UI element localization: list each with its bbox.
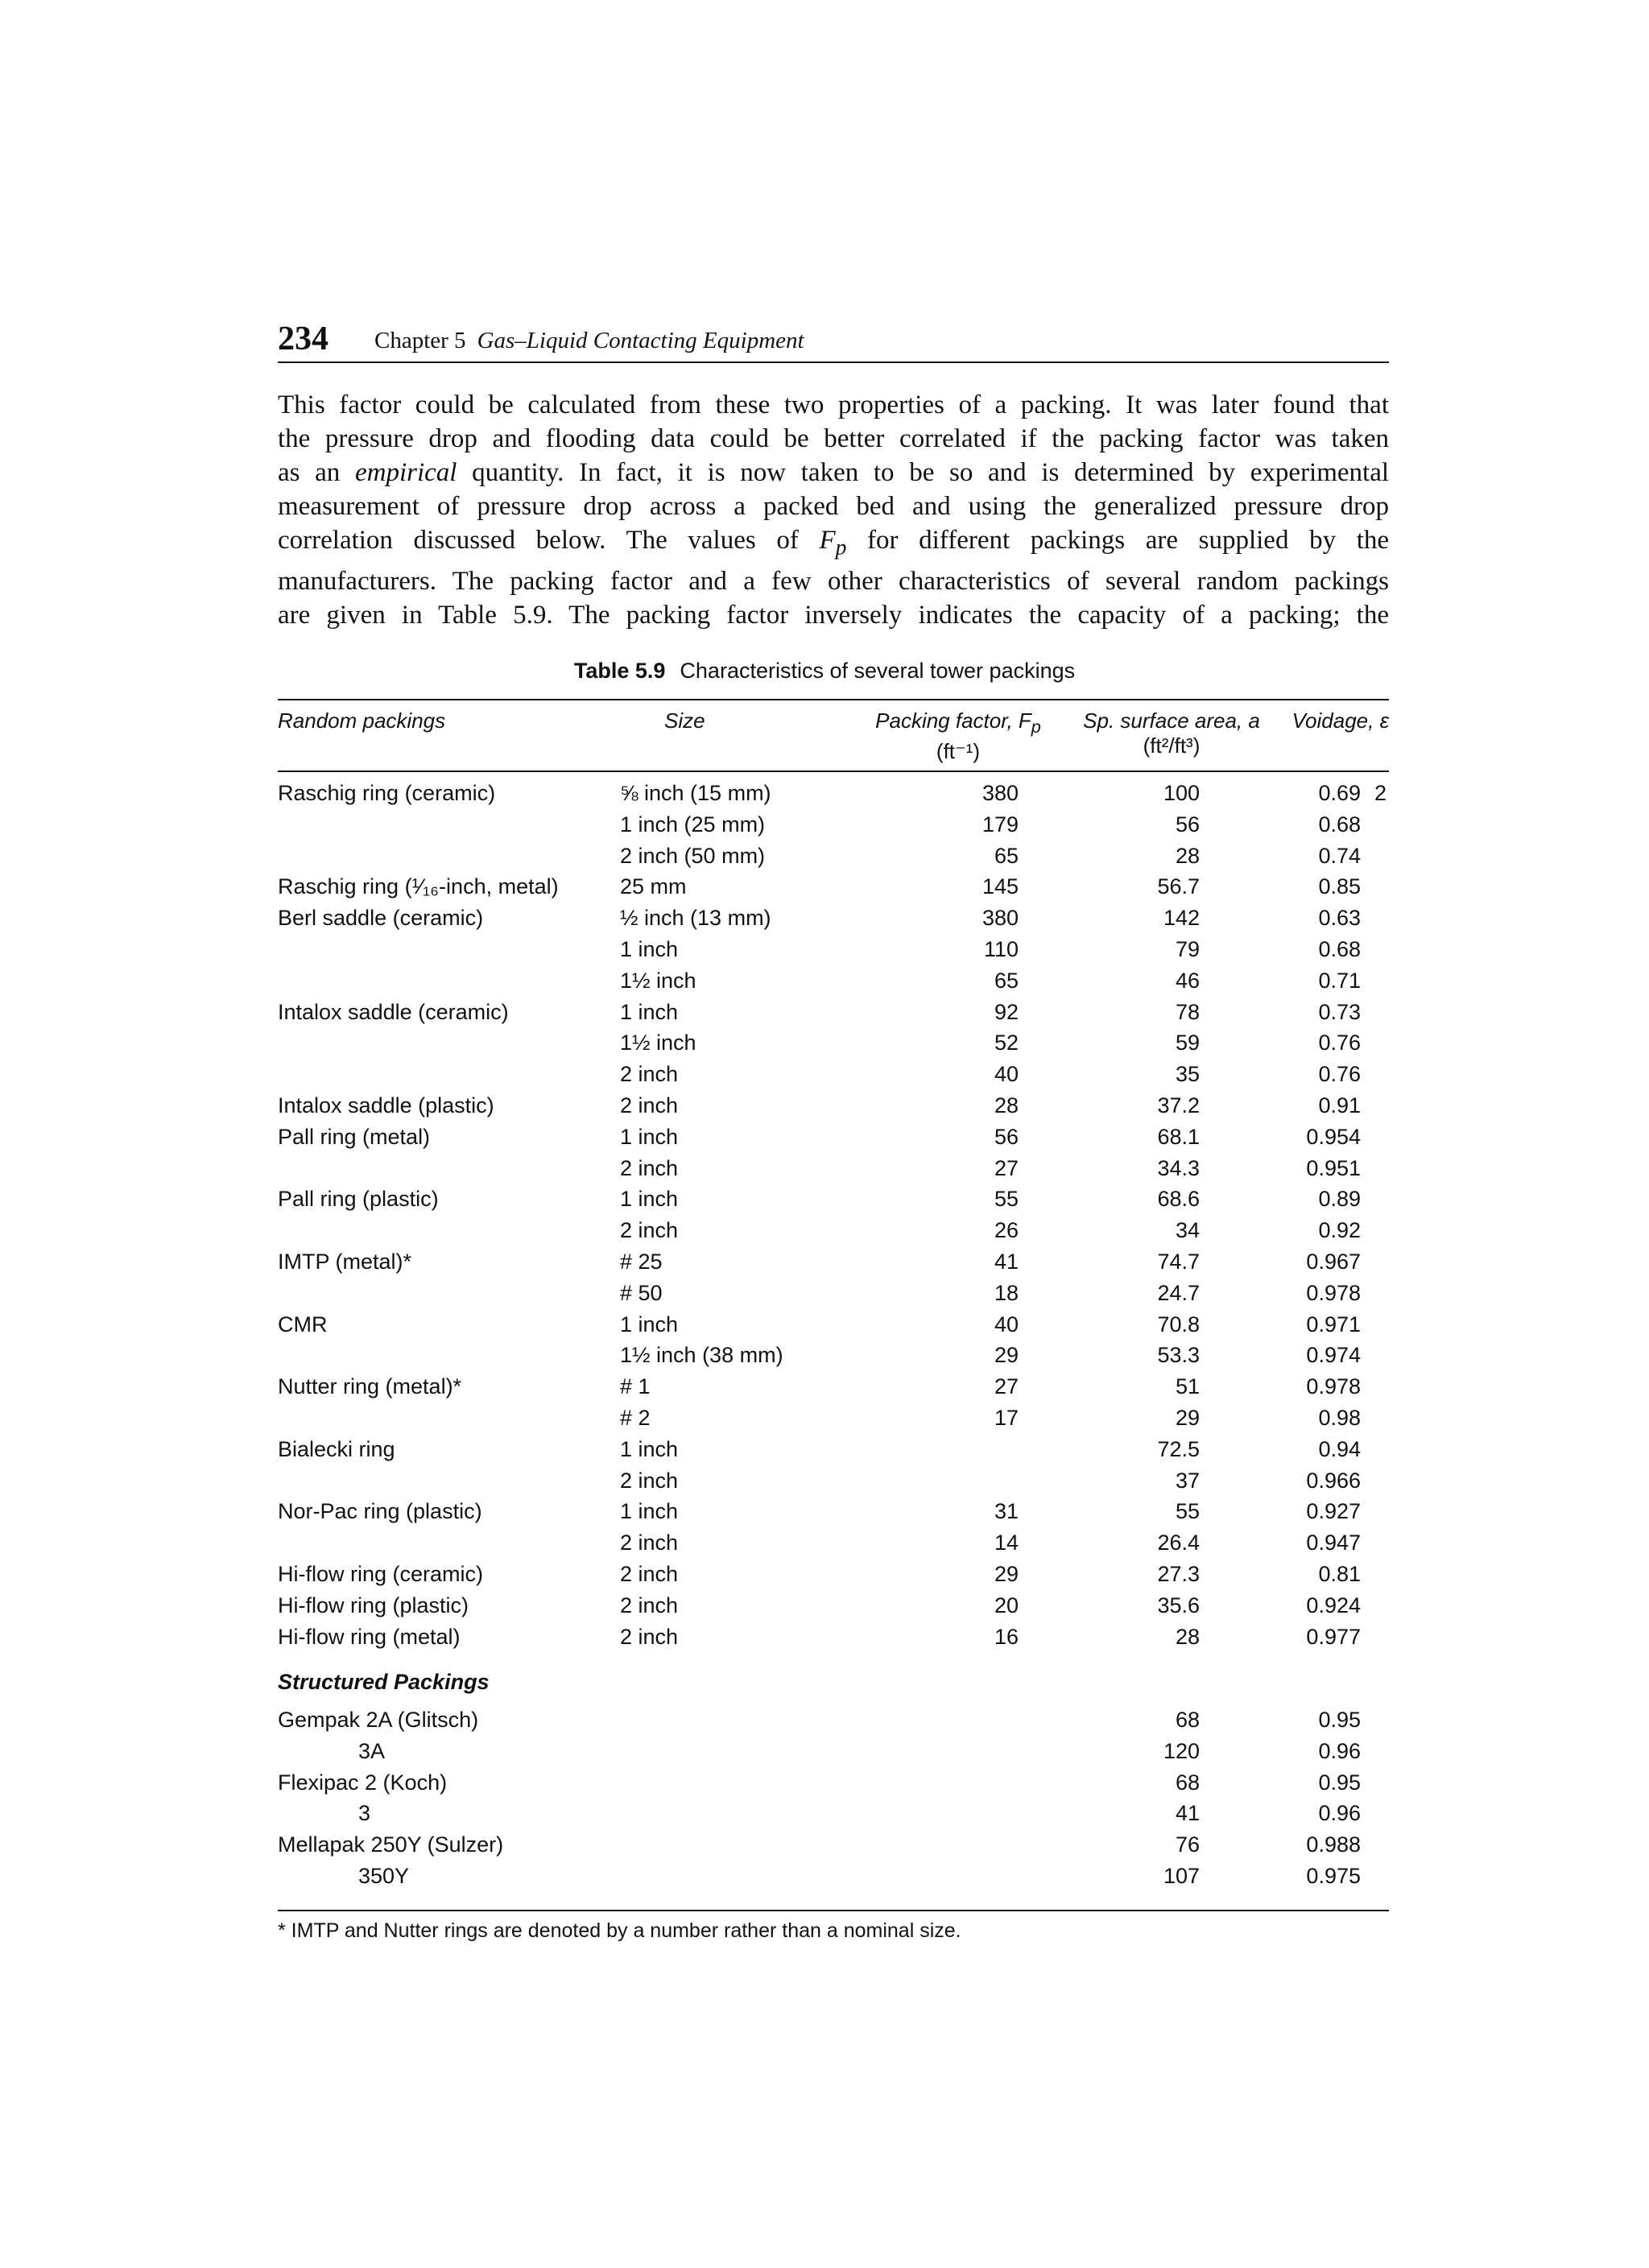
table-row: [278, 965, 1405, 997]
voidage-cell: 0.76: [1318, 1062, 1361, 1087]
surface-area-cell: 37: [1175, 1468, 1200, 1493]
header-surface-area: [1067, 708, 1276, 758]
surface-area-cell: 28: [1175, 1624, 1200, 1649]
voidage-cell: 0.978: [1306, 1280, 1361, 1305]
voidage-cell: 0.947: [1306, 1531, 1361, 1555]
voidage-cell: 0.68: [1318, 937, 1361, 961]
header-packing-factor: [870, 708, 1047, 764]
table-row: [278, 871, 1405, 903]
paragraph-line: are given in Table 5.9. The packing factor inversely indicates the capacity of a packing; the: [278, 600, 1389, 630]
packing-name-cell: Nor-Pac ring (plastic): [278, 1499, 482, 1524]
table-row: [278, 1340, 1405, 1371]
body-paragraph: [278, 388, 1389, 632]
table-row: [278, 1590, 1405, 1621]
table-bottom-rule: [278, 1910, 1389, 1911]
size-cell: 1 inch: [620, 1312, 679, 1336]
surface-area-cell: 46: [1175, 968, 1200, 993]
packing-factor-cell: 29: [994, 1562, 1019, 1586]
size-cell: 1 inch: [620, 1124, 679, 1149]
packing-factor-cell: 26: [994, 1218, 1019, 1243]
table-row: [278, 1496, 1405, 1527]
packing-factor-cell: 17: [994, 1406, 1019, 1430]
voidage-cell: 0.95: [1318, 1770, 1361, 1795]
size-cell: 1½ inch (38 mm): [620, 1343, 783, 1368]
size-cell: 2 inch (50 mm): [620, 843, 766, 868]
packing-factor-cell: 65: [994, 968, 1019, 993]
voidage-cell: 0.94: [1318, 1436, 1361, 1461]
voidage-cell: 0.85: [1318, 874, 1361, 899]
table-header-rule: [278, 770, 1389, 772]
table-row: [278, 1527, 1405, 1559]
table-footnote: * IMTP and Nutter rings are denoted by a number rather than a nominal size.: [278, 1919, 961, 1942]
packing-name-cell: Raschig ring (¹⁄₁₆-inch, metal): [278, 874, 559, 899]
table-row: [278, 809, 1405, 841]
paragraph-text: as an: [278, 458, 341, 487]
voidage-cell: 0.951: [1306, 1155, 1361, 1180]
table-caption: [0, 657, 1649, 684]
packing-factor-cell: 27: [994, 1374, 1019, 1399]
paragraph-line: [278, 523, 1389, 564]
surface-area-cell: 107: [1163, 1864, 1200, 1888]
voidage-cell: 0.68: [1318, 812, 1361, 837]
paragraph-line: This factor could be calculated from these two properties of a packing. It was later found that: [278, 390, 1389, 419]
packing-factor-cell: 92: [994, 999, 1019, 1024]
header-voidage: Voidage, ε: [1292, 708, 1389, 733]
table-row: [278, 1215, 1405, 1246]
surface-area-cell: 37.2: [1157, 1093, 1200, 1117]
table-row: [278, 997, 1405, 1028]
emphasis-empirical: empirical: [354, 458, 457, 487]
table-row: [278, 778, 1405, 809]
packing-factor-cell: 56: [994, 1124, 1019, 1149]
table-row: [278, 1246, 1405, 1278]
packing-factor-cell: 14: [994, 1531, 1019, 1555]
paragraph-text: for different packings are supplied by the: [867, 526, 1390, 555]
voidage-cell: 0.96: [1318, 1801, 1361, 1826]
surface-area-cell: 78: [1175, 999, 1200, 1024]
packing-name-cell: Intalox saddle (ceramic): [278, 999, 509, 1024]
voidage-cell: 0.81: [1318, 1562, 1361, 1586]
size-cell: # 50: [620, 1280, 663, 1305]
symbol-f: F: [819, 526, 836, 555]
voidage-cell: 0.91: [1318, 1093, 1361, 1117]
size-cell: # 2: [620, 1406, 651, 1430]
size-cell: 2 inch: [620, 1562, 679, 1586]
paragraph-line: the pressure drop and flooding data could be better correlated if the packing factor was taken: [278, 424, 1389, 453]
surface-area-cell: 76: [1175, 1832, 1200, 1857]
table-row: [278, 934, 1405, 965]
size-cell: 2 inch: [620, 1093, 679, 1117]
packing-factor-cell: 16: [994, 1624, 1019, 1649]
header-rule: [278, 361, 1389, 363]
surface-area-cell: 100: [1163, 781, 1200, 805]
packing-factor-cell: 18: [994, 1280, 1019, 1305]
packing-name-cell: Gempak 2A (Glitsch): [278, 1708, 479, 1732]
table-row: [278, 1027, 1405, 1059]
table-top-rule: [278, 699, 1389, 700]
surface-area-cell: 59: [1175, 1031, 1200, 1056]
surface-area-cell: 27.3: [1157, 1562, 1200, 1586]
voidage-cell: 0.89: [1318, 1187, 1361, 1212]
voidage-cell: 0.69: [1318, 781, 1361, 805]
packing-factor-cell: 55: [994, 1187, 1019, 1212]
size-cell: 2 inch: [620, 1062, 679, 1087]
packing-name-cell: 3: [358, 1801, 371, 1826]
table-label: Table 5.9: [573, 659, 666, 683]
surface-area-cell: 34: [1175, 1218, 1200, 1243]
table-row: [278, 1621, 1405, 1653]
running-header: [278, 318, 1389, 363]
voidage-cell: 0.988: [1306, 1832, 1361, 1857]
voidage-cell: 0.73: [1318, 999, 1361, 1024]
surface-area-cell: 51: [1175, 1374, 1200, 1399]
table-row: [278, 841, 1405, 872]
packing-name-cell: 3A: [358, 1738, 386, 1763]
surface-area-cell: 55: [1175, 1499, 1200, 1524]
header-size: Size: [664, 708, 705, 733]
packing-factor-cell: 40: [994, 1312, 1019, 1336]
packing-factor-cell: 27: [994, 1155, 1019, 1180]
packing-name-cell: IMTP (metal)*: [278, 1250, 412, 1274]
voidage-cell: 0.76: [1318, 1031, 1361, 1056]
size-cell: 2 inch: [620, 1624, 679, 1649]
voidage-cell: 0.63: [1318, 906, 1361, 931]
table-row: [278, 1371, 1405, 1403]
voidage-cell: 0.954: [1306, 1124, 1361, 1149]
voidage-cell: 0.974: [1306, 1343, 1361, 1368]
packing-factor-cell: 52: [994, 1031, 1019, 1056]
paragraph-line: measurement of pressure drop across a packed bed and using the generalized pressure drop: [278, 492, 1389, 521]
surface-area-cell: 53.3: [1157, 1343, 1200, 1368]
packing-name-cell: Mellapak 250Y (Sulzer): [278, 1832, 504, 1857]
size-cell: 1 inch: [620, 1436, 679, 1461]
table-row: [278, 1559, 1405, 1590]
packing-factor-cell: 29: [994, 1343, 1019, 1368]
structured-row: [278, 1861, 1405, 1892]
voidage-cell: 0.74: [1318, 843, 1361, 868]
size-cell: 1 inch: [620, 1187, 679, 1212]
voidage-cell: 0.924: [1306, 1593, 1361, 1617]
size-cell: # 1: [620, 1374, 651, 1399]
surface-area-cell: 74.7: [1157, 1250, 1200, 1274]
surface-area-cell: 68.1: [1157, 1124, 1200, 1149]
packing-name-cell: Bialecki ring: [278, 1436, 395, 1461]
surface-area-cell: 68: [1175, 1770, 1200, 1795]
table-row: [278, 1434, 1405, 1465]
symbol-sub-p: p: [835, 534, 847, 560]
size-cell: 2 inch: [620, 1468, 679, 1493]
packing-factor-cell: 145: [982, 874, 1019, 899]
table-row: [278, 903, 1405, 934]
voidage-cell: 0.95: [1318, 1708, 1361, 1732]
table-row: [278, 1309, 1405, 1341]
size-cell: 1 inch: [620, 999, 679, 1024]
table-row: [278, 1278, 1405, 1309]
packing-name-cell: Intalox saddle (plastic): [278, 1093, 494, 1117]
surface-area-cell: 34.3: [1157, 1155, 1200, 1180]
surface-area-cell: 68: [1175, 1708, 1200, 1732]
packing-name-cell: CMR: [278, 1312, 328, 1336]
structured-packings-heading: Structured Packings: [278, 1670, 490, 1694]
header-packing-factor-sub: p: [1031, 717, 1041, 737]
surface-area-cell: 29: [1175, 1406, 1200, 1430]
voidage-cell: 0.967: [1306, 1250, 1361, 1274]
size-cell: 25 mm: [620, 874, 687, 899]
paragraph-text: quantity. In fact, it is now taken to be so and is determined by experimental: [472, 458, 1390, 487]
surface-area-cell: 56.7: [1157, 874, 1200, 899]
surface-area-cell: 26.4: [1157, 1531, 1200, 1555]
size-cell: 1 inch: [620, 1499, 679, 1524]
structured-row: [278, 1829, 1405, 1861]
surface-area-cell: 142: [1163, 906, 1200, 931]
voidage-cell: 0.71: [1318, 968, 1361, 993]
size-cell: 2 inch: [620, 1155, 679, 1180]
packing-name-cell: Pall ring (metal): [278, 1124, 431, 1149]
structured-row: [278, 1798, 1405, 1829]
surface-area-cell: 41: [1175, 1801, 1200, 1826]
structured-row: [278, 1736, 1405, 1767]
header-random-packings: Random packings: [278, 708, 446, 733]
packing-factor-cell: 20: [994, 1593, 1019, 1617]
header-packing-factor-unit: (ft⁻¹): [936, 739, 981, 764]
size-cell: 1½ inch: [620, 968, 696, 993]
table-row: [278, 1184, 1405, 1215]
packing-name-cell: 350Y: [358, 1864, 410, 1888]
packing-factor-cell: 41: [994, 1250, 1019, 1274]
table-title: Characteristics of several tower packings: [680, 659, 1076, 683]
table-row: [278, 1090, 1405, 1122]
voidage-cell: 0.975: [1306, 1864, 1361, 1888]
packing-name-cell: Raschig ring (ceramic): [278, 781, 496, 805]
packing-factor-cell: 28: [994, 1093, 1019, 1117]
paragraph-line: manufacturers. The packing factor and a few other characteristics of several random packings: [278, 566, 1389, 596]
table-row: [278, 1403, 1405, 1434]
packing-name-cell: Hi-flow ring (ceramic): [278, 1562, 484, 1586]
surface-area-cell: 72.5: [1157, 1436, 1200, 1461]
header-surface-area-label: Sp. surface area, a: [1083, 708, 1260, 733]
chapter-title: Gas–Liquid Contacting Equipment: [477, 328, 804, 353]
paragraph-line: [278, 456, 1389, 490]
packing-name-cell: Pall ring (plastic): [278, 1187, 439, 1212]
surface-area-cell: 56: [1175, 812, 1200, 837]
voidage-cell: 0.96: [1318, 1738, 1361, 1763]
packing-factor-cell: 380: [982, 781, 1019, 805]
table-row: [278, 1465, 1405, 1497]
packing-name-cell: Flexipac 2 (Koch): [278, 1770, 448, 1795]
surface-area-cell: 35.6: [1157, 1593, 1200, 1617]
surface-area-cell: 68.6: [1157, 1187, 1200, 1212]
packing-name-cell: Berl saddle (ceramic): [278, 906, 484, 931]
size-cell: ⅝ inch (15 mm): [620, 781, 771, 805]
voidage-cell: 0.978: [1306, 1374, 1361, 1399]
page-number: 234: [278, 320, 329, 357]
packing-factor-cell: 380: [982, 906, 1019, 931]
voidage-cell: 0.98: [1318, 1406, 1361, 1430]
surface-area-cell: 79: [1175, 937, 1200, 961]
voidage-cell: 0.966: [1306, 1468, 1361, 1493]
packing-factor-cell: 40: [994, 1062, 1019, 1087]
chapter-label: Chapter 5: [374, 328, 466, 353]
packing-name-cell: Hi-flow ring (metal): [278, 1624, 461, 1649]
packing-name-cell: Nutter ring (metal)*: [278, 1374, 462, 1399]
table-row: [278, 1122, 1405, 1153]
size-cell: ½ inch (13 mm): [620, 906, 771, 931]
packing-factor-cell: 179: [982, 812, 1019, 837]
packing-factor-cell: 65: [994, 843, 1019, 868]
surface-area-cell: 24.7: [1157, 1280, 1200, 1305]
voidage-cell: 0.927: [1306, 1499, 1361, 1524]
voidage-cell: 0.92: [1318, 1218, 1361, 1243]
surface-area-cell: 70.8: [1157, 1312, 1200, 1336]
size-cell: 1 inch: [620, 937, 679, 961]
size-cell: 1½ inch: [620, 1031, 696, 1056]
surface-area-cell: 35: [1175, 1062, 1200, 1087]
chapter-heading: [374, 326, 804, 355]
stray-mark-cell: 2: [1374, 781, 1387, 805]
header-packing-factor-label: Packing factor, F: [875, 708, 1031, 733]
size-cell: 2 inch: [620, 1218, 679, 1243]
table-row: [278, 1153, 1405, 1184]
structured-row: [278, 1704, 1405, 1736]
structured-row: [278, 1767, 1405, 1799]
size-cell: 2 inch: [620, 1593, 679, 1617]
packing-factor-cell: 110: [983, 937, 1019, 961]
packing-name-cell: Hi-flow ring (plastic): [278, 1593, 469, 1617]
voidage-cell: 0.971: [1306, 1312, 1361, 1336]
header-surface-area-unit: (ft²/ft³): [1143, 733, 1201, 758]
size-cell: 2 inch: [620, 1531, 679, 1555]
size-cell: # 25: [620, 1250, 663, 1274]
surface-area-cell: 28: [1175, 843, 1200, 868]
symbol-fp: [819, 526, 847, 560]
surface-area-cell: 120: [1163, 1738, 1200, 1763]
packing-factor-cell: 31: [994, 1499, 1019, 1524]
paragraph-text: correlation discussed below. The values of: [278, 526, 799, 555]
voidage-cell: 0.977: [1306, 1624, 1361, 1649]
table-row: [278, 1059, 1405, 1090]
size-cell: 1 inch (25 mm): [620, 812, 766, 837]
